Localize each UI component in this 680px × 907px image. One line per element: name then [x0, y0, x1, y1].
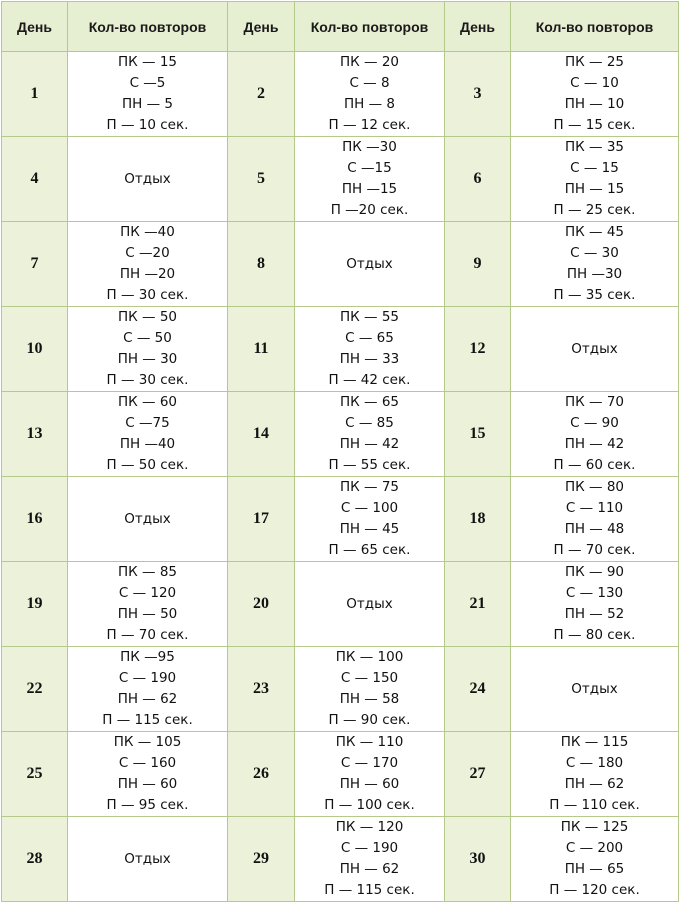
reps-line: ПН — 52	[564, 606, 625, 622]
reps-line: ПК — 60	[118, 394, 177, 410]
reps-line: П — 70 сек.	[553, 542, 636, 558]
reps-line: П — 55 сек.	[328, 457, 411, 473]
reps-line: ПК — 85	[118, 564, 177, 580]
header-day: День	[2, 2, 68, 52]
rest-day-cell	[295, 222, 445, 307]
reps-line: П — 10 сек.	[106, 117, 189, 133]
reps-line: С — 170	[340, 755, 399, 771]
table-row	[2, 307, 679, 392]
reps-line: ПН — 15	[564, 181, 625, 197]
header-day: День	[445, 2, 511, 52]
reps-line: П —20 сек.	[330, 202, 409, 218]
reps-line: ПК —40	[120, 224, 175, 240]
reps-line: С — 200	[565, 840, 624, 856]
reps-line: ПН — 60	[339, 776, 400, 792]
day-number: 15	[445, 392, 511, 477]
reps-line: ПК — 75	[340, 479, 399, 495]
reps-line: П — 120 сек.	[549, 882, 640, 898]
table-row	[2, 647, 679, 732]
reps-line: П — 50 сек.	[106, 457, 189, 473]
reps-line: ПН — 42	[564, 436, 625, 452]
reps-cell	[68, 732, 228, 817]
reps-line: ПН — 60	[117, 776, 178, 792]
reps-line: ПК — 35	[565, 139, 624, 155]
reps-line: Отдых	[124, 170, 171, 187]
reps-line: С — 190	[340, 840, 399, 856]
reps-line: С — 160	[118, 755, 177, 771]
table-row	[2, 477, 679, 562]
day-number: 12	[445, 307, 511, 392]
reps-line: С — 65	[345, 330, 394, 346]
day-number: 6	[445, 137, 511, 222]
reps-cell	[511, 477, 679, 562]
day-number: 23	[228, 647, 295, 732]
reps-cell	[295, 817, 445, 902]
reps-line: П — 100 сек.	[324, 797, 415, 813]
reps-line: С —75	[125, 415, 170, 431]
reps-line: ПК — 65	[340, 394, 399, 410]
header-reps: Кол-во повторов	[295, 2, 445, 52]
reps-line: С — 130	[565, 585, 624, 601]
reps-line: ПК — 25	[565, 54, 624, 70]
reps-cell	[511, 222, 679, 307]
reps-line: ПН —20	[119, 266, 176, 282]
reps-line: ПК — 45	[565, 224, 624, 240]
table-row	[2, 52, 679, 137]
reps-line: П — 115 сек.	[102, 712, 193, 728]
table-row	[2, 817, 679, 902]
reps-cell	[295, 307, 445, 392]
rest-day-cell	[511, 647, 679, 732]
rest-day-cell	[68, 137, 228, 222]
day-number: 20	[228, 562, 295, 647]
day-number: 24	[445, 647, 511, 732]
day-number: 29	[228, 817, 295, 902]
reps-line: ПН — 33	[339, 351, 400, 367]
reps-line: П — 30 сек.	[106, 372, 189, 388]
rest-day-cell	[68, 477, 228, 562]
reps-line: П — 65 сек.	[328, 542, 411, 558]
reps-cell	[511, 562, 679, 647]
reps-line: ПК — 90	[565, 564, 624, 580]
reps-line: ПК — 70	[565, 394, 624, 410]
header-reps: Кол-во повторов	[511, 2, 679, 52]
reps-line: С — 120	[118, 585, 177, 601]
day-number: 25	[2, 732, 68, 817]
reps-cell	[295, 137, 445, 222]
table-row	[2, 732, 679, 817]
reps-line: ПК — 20	[340, 54, 399, 70]
reps-line: П — 95 сек.	[106, 797, 189, 813]
reps-line: ПН —15	[341, 181, 398, 197]
reps-line: С — 8	[349, 75, 390, 91]
reps-line: Отдых	[346, 255, 393, 272]
reps-line: ПН — 8	[344, 96, 395, 112]
day-number: 3	[445, 52, 511, 137]
reps-line: С — 85	[345, 415, 394, 431]
reps-cell	[68, 647, 228, 732]
reps-cell	[295, 732, 445, 817]
day-number: 7	[2, 222, 68, 307]
day-number: 16	[2, 477, 68, 562]
reps-cell	[511, 817, 679, 902]
reps-line: П — 90 сек.	[328, 712, 411, 728]
reps-line: ПН — 5	[122, 96, 173, 112]
day-number: 5	[228, 137, 295, 222]
reps-line: П — 115 сек.	[324, 882, 415, 898]
reps-line: П — 70 сек.	[106, 627, 189, 643]
reps-line: ПК —30	[342, 139, 397, 155]
reps-line: Отдых	[346, 595, 393, 612]
reps-cell	[295, 52, 445, 137]
reps-line: ПК — 55	[340, 309, 399, 325]
reps-line: П — 30 сек.	[106, 287, 189, 303]
reps-line: П — 35 сек.	[553, 287, 636, 303]
reps-line: С — 190	[118, 670, 177, 686]
table-row	[2, 392, 679, 477]
reps-line: С — 10	[570, 75, 619, 91]
day-number: 19	[2, 562, 68, 647]
day-number: 30	[445, 817, 511, 902]
reps-cell	[295, 647, 445, 732]
reps-line: П — 25 сек.	[553, 202, 636, 218]
reps-cell	[68, 52, 228, 137]
reps-line: П — 12 сек.	[328, 117, 411, 133]
reps-line: ПН — 45	[339, 521, 400, 537]
day-number: 10	[2, 307, 68, 392]
reps-cell	[68, 222, 228, 307]
rest-day-cell	[511, 307, 679, 392]
reps-line: С — 50	[123, 330, 172, 346]
reps-cell	[295, 477, 445, 562]
reps-line: ПК — 100	[335, 649, 404, 665]
reps-line: ПН — 65	[564, 861, 625, 877]
day-number: 13	[2, 392, 68, 477]
reps-line: ПК — 110	[335, 734, 404, 750]
reps-line: С — 30	[570, 245, 619, 261]
reps-line: П — 80 сек.	[553, 627, 636, 643]
reps-line: ПК — 125	[560, 819, 629, 835]
reps-cell	[68, 307, 228, 392]
reps-line: ПК — 115	[560, 734, 629, 750]
reps-line: ПН — 58	[339, 691, 400, 707]
day-number: 2	[228, 52, 295, 137]
header-reps: Кол-во повторов	[68, 2, 228, 52]
reps-line: С —15	[347, 160, 392, 176]
reps-line: ПН — 48	[564, 521, 625, 537]
table-row	[2, 222, 679, 307]
day-number: 17	[228, 477, 295, 562]
day-number: 9	[445, 222, 511, 307]
reps-line: ПК — 15	[118, 54, 177, 70]
reps-line: ПН — 50	[117, 606, 178, 622]
header-day: День	[228, 2, 295, 52]
reps-line: ПН — 10	[564, 96, 625, 112]
reps-line: С — 90	[570, 415, 619, 431]
reps-cell	[511, 52, 679, 137]
reps-line: ПК — 50	[118, 309, 177, 325]
training-schedule-table	[1, 1, 679, 902]
reps-cell	[511, 392, 679, 477]
day-number: 1	[2, 52, 68, 137]
reps-line: ПК — 105	[113, 734, 182, 750]
reps-cell	[68, 392, 228, 477]
reps-line: ПН — 30	[117, 351, 178, 367]
rest-day-cell	[295, 562, 445, 647]
table-header	[2, 2, 679, 52]
table-row	[2, 562, 679, 647]
reps-line: С — 15	[570, 160, 619, 176]
reps-line: С —5	[129, 75, 166, 91]
reps-line: ПН — 62	[564, 776, 625, 792]
reps-line: П — 15 сек.	[553, 117, 636, 133]
reps-line: С — 150	[340, 670, 399, 686]
day-number: 27	[445, 732, 511, 817]
day-number: 8	[228, 222, 295, 307]
reps-line: Отдых	[124, 510, 171, 527]
reps-line: ПН — 42	[339, 436, 400, 452]
reps-line: ПН —40	[119, 436, 176, 452]
day-number: 11	[228, 307, 295, 392]
day-number: 28	[2, 817, 68, 902]
day-number: 26	[228, 732, 295, 817]
reps-cell	[511, 732, 679, 817]
reps-line: ПК — 80	[565, 479, 624, 495]
day-number: 4	[2, 137, 68, 222]
reps-cell	[295, 392, 445, 477]
header-row	[2, 2, 679, 52]
reps-line: ПК —95	[120, 649, 175, 665]
rest-day-cell	[68, 817, 228, 902]
reps-line: Отдых	[571, 340, 618, 357]
reps-line: С — 110	[565, 500, 624, 516]
day-number: 21	[445, 562, 511, 647]
reps-line: П — 42 сек.	[328, 372, 411, 388]
reps-line: Отдых	[124, 850, 171, 867]
reps-line: С — 100	[340, 500, 399, 516]
reps-line: С —20	[125, 245, 170, 261]
table-body	[2, 52, 679, 902]
day-number: 18	[445, 477, 511, 562]
reps-line: ПН —30	[566, 266, 623, 282]
reps-line: ПН — 62	[339, 861, 400, 877]
reps-line: П — 60 сек.	[553, 457, 636, 473]
table-row	[2, 137, 679, 222]
reps-cell	[68, 562, 228, 647]
reps-line: Отдых	[571, 680, 618, 697]
day-number: 14	[228, 392, 295, 477]
reps-line: ПК — 120	[335, 819, 404, 835]
reps-line: С — 180	[565, 755, 624, 771]
day-number: 22	[2, 647, 68, 732]
reps-cell	[511, 137, 679, 222]
reps-line: П — 110 сек.	[549, 797, 640, 813]
reps-line: ПН — 62	[117, 691, 178, 707]
